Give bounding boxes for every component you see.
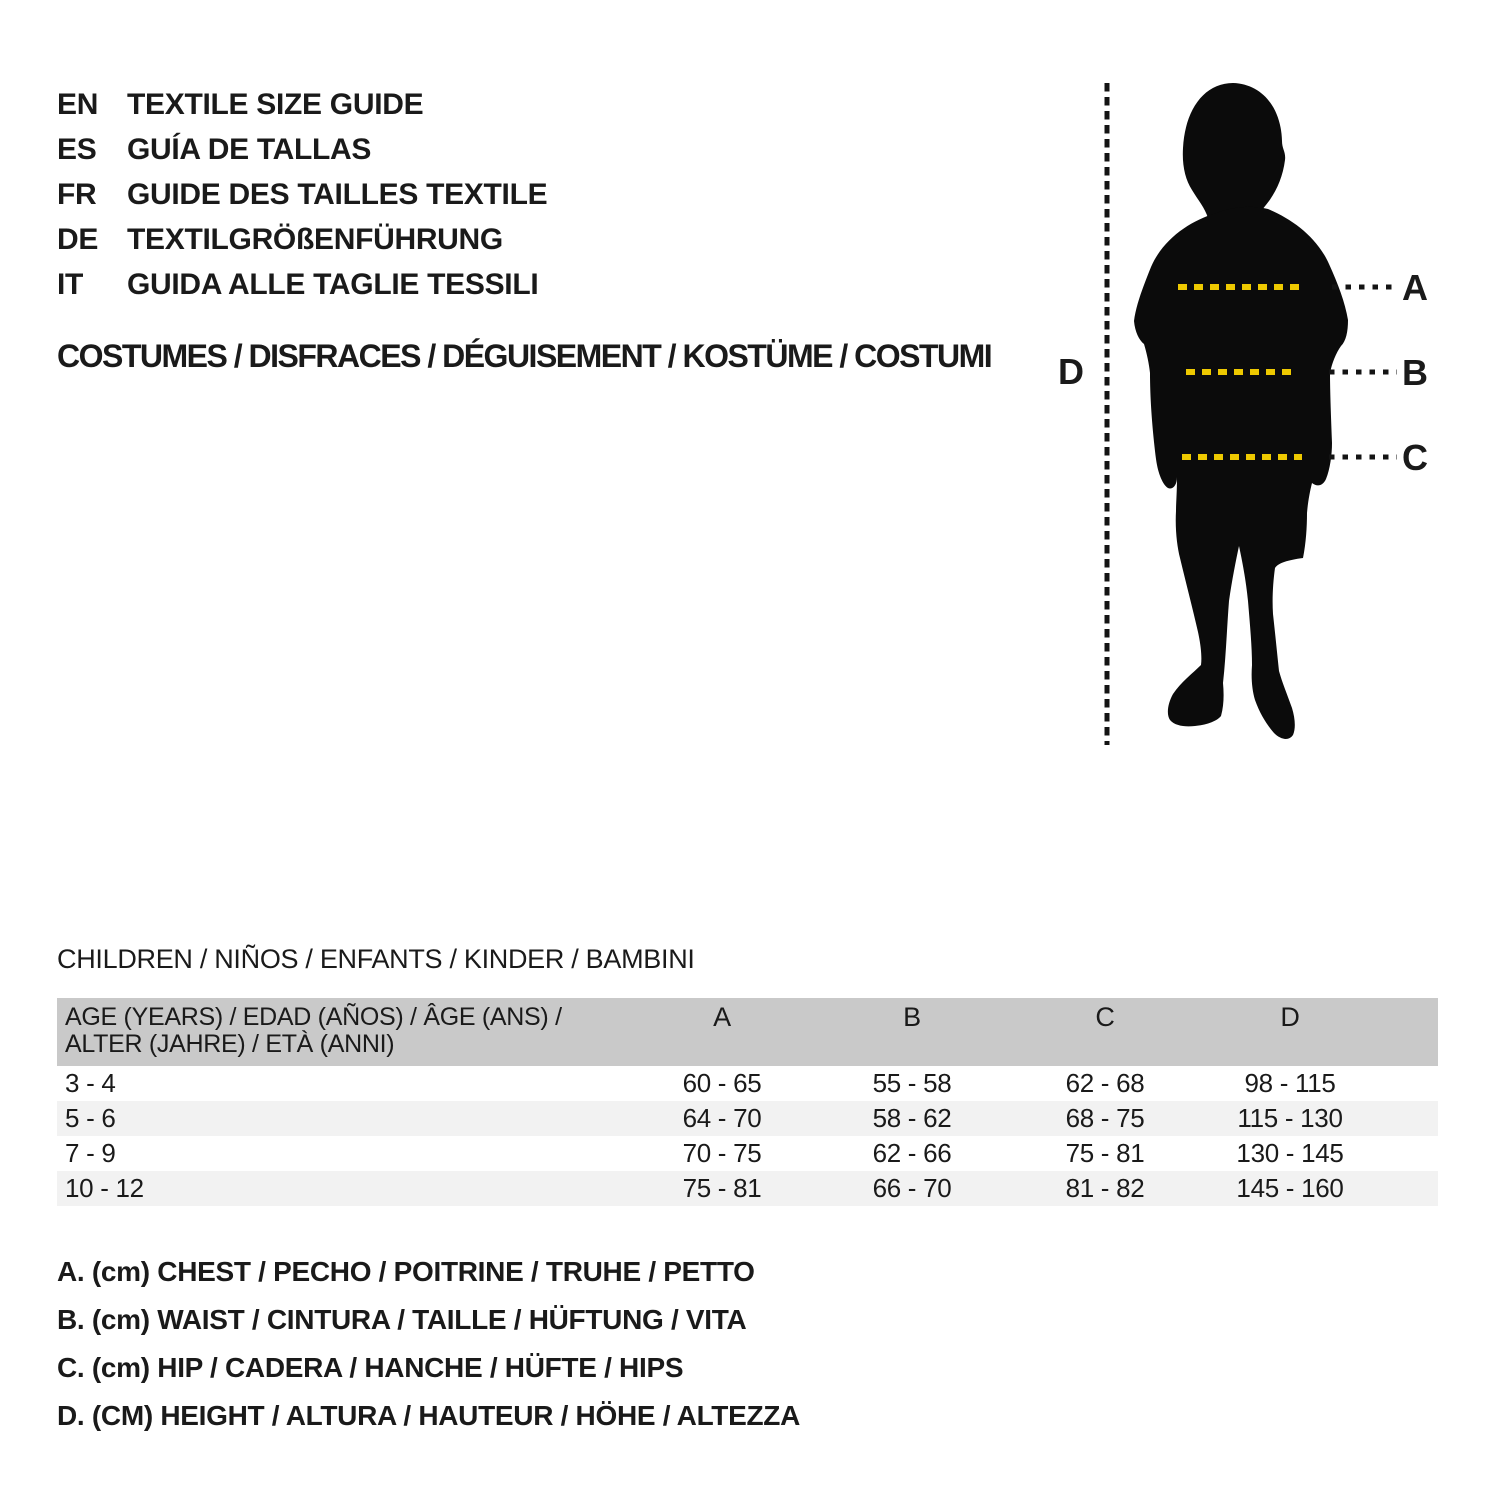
height-cell: 130 - 145 [1236, 1138, 1344, 1168]
language-code: DE [57, 223, 99, 256]
language-row-de [57, 217, 547, 262]
waist-cell: 58 - 62 [872, 1103, 952, 1133]
age-cell: 3 - 4 [65, 1068, 116, 1098]
marker-label-a: A [1402, 267, 1427, 308]
language-code: ES [57, 133, 97, 166]
column-header-c: C [1095, 1002, 1115, 1032]
waist-cell: 55 - 58 [872, 1068, 952, 1098]
language-code: FR [57, 178, 97, 211]
chest-cell: 75 - 81 [682, 1173, 762, 1203]
column-header-a: A [713, 1002, 731, 1032]
height-cell: 145 - 160 [1236, 1173, 1344, 1203]
age-header-line1: AGE (YEARS) / EDAD (AÑOS) / ÂGE (ANS) / [65, 1003, 562, 1031]
marker-label-c: C [1402, 437, 1427, 478]
language-code: EN [57, 88, 99, 121]
measurement-legend [57, 1248, 800, 1440]
table-row-5-6 [57, 1101, 1438, 1136]
column-header-b: B [903, 1002, 921, 1032]
language-title: TEXTILE SIZE GUIDE [127, 88, 424, 121]
legend-item-waist: B. (cm) WAIST / CINTURA / TAILLE / HÜFTUNG / VITA [57, 1304, 747, 1335]
language-code: IT [57, 268, 84, 301]
height-cell: 98 - 115 [1244, 1068, 1336, 1098]
waist-cell: 62 - 66 [872, 1138, 952, 1168]
chest-cell: 64 - 70 [682, 1103, 762, 1133]
category-title: COSTUMES / DISFRACES / DÉGUISEMENT / KOSTÜME / COSTUMI [57, 338, 992, 374]
child-silhouette [1134, 83, 1348, 739]
language-title: GUIDA ALLE TAGLIE TESSILI [127, 268, 539, 301]
chest-cell: 60 - 65 [682, 1068, 762, 1098]
hip-cell: 81 - 82 [1065, 1173, 1145, 1203]
table-row-7-9 [57, 1136, 1438, 1171]
table-row-10-12 [57, 1171, 1438, 1206]
hip-cell: 75 - 81 [1065, 1138, 1145, 1168]
column-header-d: D [1280, 1002, 1300, 1032]
language-row-it [57, 262, 547, 307]
table-header-row [57, 998, 1438, 1066]
marker-label-d: D [1058, 351, 1083, 392]
size-table [57, 998, 1438, 1206]
language-row-es [57, 127, 547, 172]
chest-cell: 70 - 75 [682, 1138, 762, 1168]
table-title: CHILDREN / NIÑOS / ENFANTS / KINDER / BAMBINI [57, 944, 695, 974]
age-column-header [57, 1004, 627, 1058]
waist-cell: 66 - 70 [872, 1173, 952, 1203]
legend-item-hip: C. (cm) HIP / CADERA / HANCHE / HÜFTE / HIPS [57, 1352, 684, 1383]
language-title: GUIDE DES TAILLES TEXTILE [127, 178, 548, 211]
hip-cell: 68 - 75 [1065, 1103, 1145, 1133]
age-cell: 10 - 12 [65, 1173, 144, 1203]
language-list [57, 82, 547, 307]
legend-item-height: D. (CM) HEIGHT / ALTURA / HAUTEUR / HÖHE / ALTEZZA [57, 1400, 801, 1431]
hip-cell: 62 - 68 [1065, 1068, 1145, 1098]
marker-label-b: B [1402, 352, 1427, 393]
age-cell: 7 - 9 [65, 1138, 116, 1168]
height-cell: 115 - 130 [1237, 1103, 1343, 1133]
age-cell: 5 - 6 [65, 1103, 116, 1133]
language-title: TEXTILGRÖßENFÜHRUNG [127, 223, 503, 256]
language-row-en [57, 82, 547, 127]
figure-canvas [1040, 55, 1480, 765]
size-figure [1040, 55, 1480, 765]
table-row-3-4 [57, 1066, 1438, 1101]
language-row-fr [57, 172, 547, 217]
age-header-line2: ALTER (JAHRE) / ETÀ (ANNI) [65, 1030, 395, 1058]
language-title: GUÍA DE TALLAS [127, 133, 372, 166]
legend-item-chest: A. (cm) CHEST / PECHO / POITRINE / TRUHE / PETTO [57, 1256, 755, 1287]
